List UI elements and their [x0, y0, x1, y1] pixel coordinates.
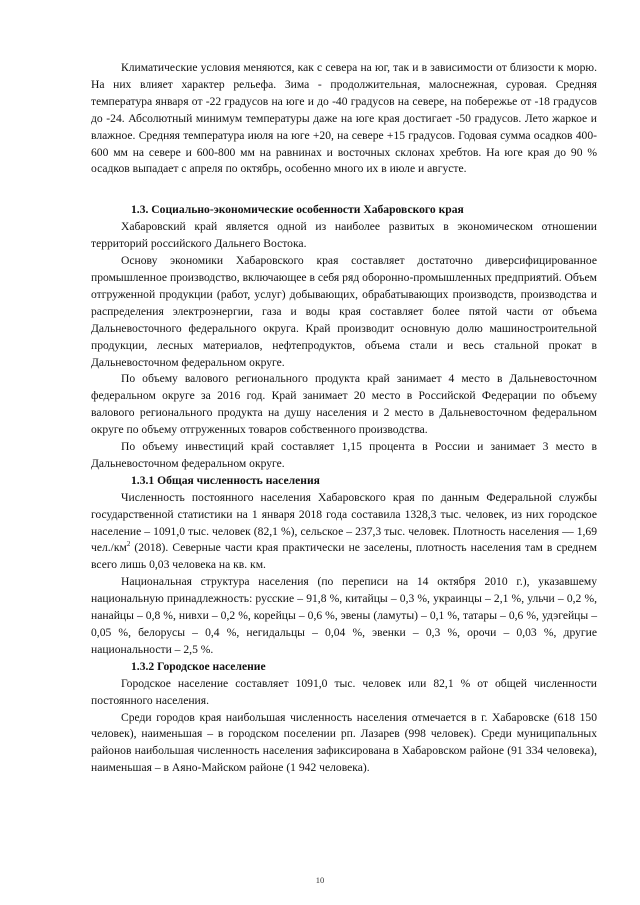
- economy-paragraph-3: По объему валового регионального продукта край занимает 4 место в Дальневосточном федеральном округе за 2016 год. Край занимает 20 место в Российской Федерации по объему валового регионального продукта на душу населения и 2 место в Дальневосточном федеральном округе по объему отгруженных товаров собственного производства.: [91, 372, 597, 437]
- population-text-start: Численность постоянного населения Хабаровского края по данным Федеральной службы государственной статистики на 1 января 2018 года составила 1328,3 тыс. человек, из них городское население – 1091,0 тыс. человек (82,1 %), сельское – 237,3 тыс. человек. Плотность населения — 1,69 чел./км: [91, 490, 597, 555]
- climate-paragraph: Климатические условия меняются, как с севера на юг, так и в зависимости от близости к морю. На них влияет характер рельефа. Зима - продолжительная, малоснежная, суровая. Средняя температура января от -22 градусов на юге и до -40 градусов на севере, на побережье от -18 градусов до -24. Абсолютный минимум температуры даже на юге края достигает -50 градусов. Лето жаркое и влажное. Средняя температура июля на юге +20, на севере +15 градусов. Годовая сумма осадков 400-600 мм на севере и 600-800 мм на равнинах и восточных склонах хребтов. На юге края до 90 % осадков выпадает с апреля по октябрь, особенно много их в июле и августе.: [91, 61, 597, 176]
- economy-paragraph-4: По объему инвестиций край составляет 1,15 процента в России и занимает 3 место в Дальневосточном федеральном округе.: [91, 440, 597, 470]
- economy-paragraph-1: Хабаровский край является одной из наиболее развитых в экономическом отношении территорий российского Дальнего Востока.: [91, 220, 597, 251]
- population-text-end: (2018). Северные части края практически не заселены, плотность населения там в среднем всего лишь 0,03 человека на кв. км.: [91, 541, 597, 572]
- population-paragraph-1: [91, 490, 597, 575]
- section-heading-1-3-1: 1.3.1 Общая численность населения: [131, 473, 320, 487]
- urban-paragraph-1: Городское население составляет 1091,0 тыс. человек или 82,1 % от общей численности постоянного населения.: [91, 676, 597, 707]
- economy-paragraph-2: Основу экономики Хабаровского края составляет достаточно диверсифицированное промышленное производство, включающее в себя ряд оборонно-промышленных предприятий. Объем отгруженной продукции (работ, услуг) добывающих, обрабатывающих производств, производства и распределения электроэнергии, газа и воды края составляет более пятой части от объема Дальневосточного федерального округа. Край производит основную долю машиностроительной продукции, лесных материалов, нефтепродуктов, объема стали и весь стальной прокат в Дальневосточном федеральном округе.: [91, 254, 597, 369]
- urban-paragraph-2: Среди городов края наибольшая численность населения отмечается в г. Хабаровске (618 150 человек), наименьшая – в городском поселении рп. Лазарев (998 человек). Среди муниципальных районов наибольшая численность населения зафиксирована в Хабаровском районе (91 334 человека), наименьшая – в Аяно-Майском районе (1 942 человека).: [91, 710, 597, 775]
- nationality-paragraph: Национальная структура населения (по переписи на 14 октября 2010 г.), указавшему национальную принадлежность: русские – 91,8 %, китайцы – 0,3 %, украинцы – 2,1 %, ульчи – 0,2 %, нанайцы – 0,8 %, нивхи – 0,2 %, корейцы – 0,6 %, эвены (ламуты) – 0,1 %, татары – 0,6 %, удэгейцы – 0,05 %, белорусы – 0,4 %, негидальцы – 0,04 %, эвенки – 0,3 %, орочи – 0,03 %, другие национальности – 2,5 %.: [91, 575, 597, 656]
- superscript-squared: 2: [126, 540, 131, 549]
- page-number: 10: [315, 875, 325, 885]
- section-heading-1-3: 1.3. Социально-экономические особенности Хабаровского края: [131, 203, 464, 217]
- section-heading-1-3-2: 1.3.2 Городское население: [131, 659, 266, 673]
- page-body: [91, 60, 597, 777]
- section-spacer: [91, 178, 597, 202]
